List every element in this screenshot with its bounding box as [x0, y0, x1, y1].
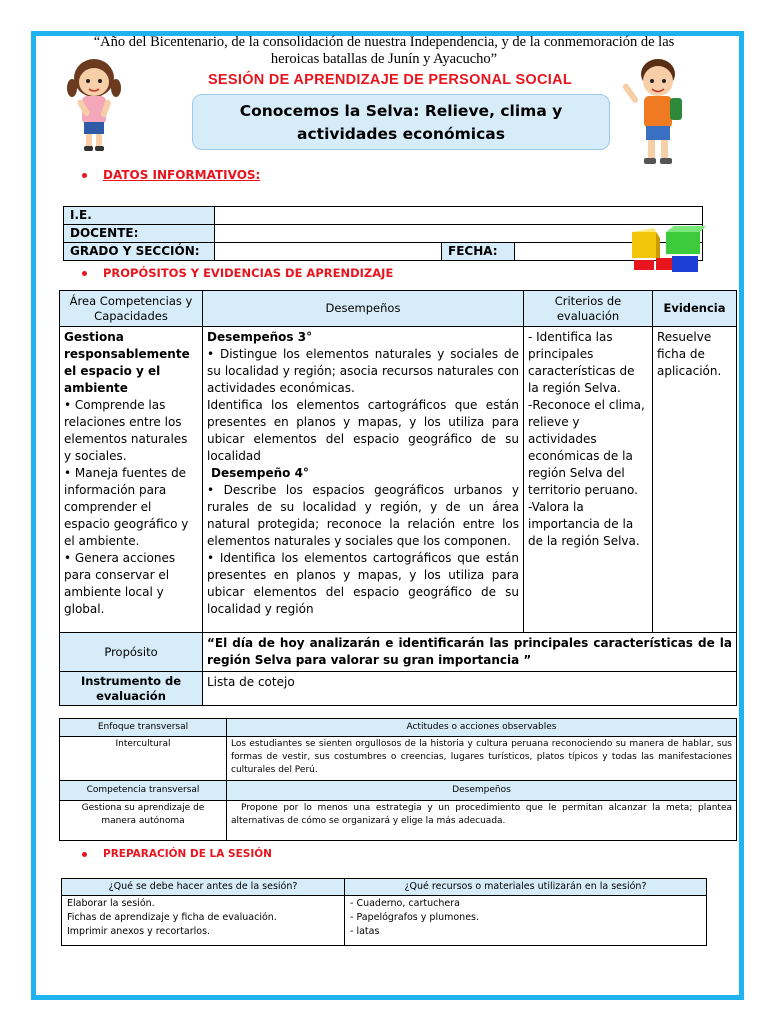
header-quote [60, 34, 708, 68]
ie-label: I.E. [64, 207, 215, 225]
enfoque-header-row [60, 719, 737, 737]
desempenos-transversal-header: Desempeños [227, 781, 737, 801]
desempeno3-p2: Identifica los elementos cartográficos que están presentes en planos y mapas, y los utiliza para ubicar elementos del espacio geográfico de su localidad [207, 398, 519, 463]
blocks-illustration [626, 222, 706, 282]
antes-header: ¿Qué se debe hacer antes de la sesión? [62, 879, 345, 896]
instrumento-label: Instrumento de evaluación [60, 672, 203, 706]
proposito-row [60, 633, 737, 672]
recursos-header: ¿Qué recursos o materiales utilizarán en la sesión? [345, 879, 707, 896]
bullet-icon [82, 173, 87, 178]
grado-value[interactable] [215, 243, 442, 261]
antes-item: Fichas de aprendizaje y ficha de evaluación. [67, 912, 277, 923]
criterio-item: -Valora la importancia de la de la región Selva. [528, 500, 640, 548]
competencia-transversal-header: Competencia transversal [60, 781, 227, 801]
evidencia-cell [653, 327, 737, 633]
fecha-label: FECHA: [442, 243, 515, 261]
quote-line-2: heroicas batallas de Junín y Ayacucho” [270, 51, 498, 67]
prep-row [62, 896, 707, 946]
header-evidencia: Evidencia [653, 291, 737, 327]
competencia-item: • Genera acciones para conservar el ambiente local y global. [64, 551, 176, 616]
section-datos [82, 168, 260, 182]
competencias-cell [60, 327, 203, 633]
grado-label: GRADO Y SECCIÓN: [64, 243, 215, 261]
competencia-transversal-text: Propone por lo menos una estrategia y un procedimiento que le permitan alcanzar la meta; plantea alternativas de cómo se organizará y elige la más adecuada. [227, 801, 737, 841]
desempeno3-title: Desempeños 3° [207, 330, 313, 344]
evidencia-text: Resuelve ficha de aplicación. [657, 330, 722, 378]
competencia-item: • Maneja fuentes de información para comprender el espacio geográfico y el ambiente. [64, 466, 189, 548]
proposito-text: “El día de hoy analizarán e identificarán las principales características de la región Selva para valorar su gran importancia ” [203, 633, 737, 672]
section-propositos [82, 266, 393, 280]
proposito-label: Propósito [60, 633, 203, 672]
section-datos-label: DATOS INFORMATIVOS: [103, 168, 261, 182]
recurso-item: - latas [350, 926, 380, 937]
antes-item: Elaborar la sesión. [67, 898, 155, 909]
criterio-item: - Identifica las principales características de la región Selva. [528, 330, 635, 395]
girl-illustration [62, 56, 126, 156]
header-area: Área Competencias y Capacidades [60, 291, 203, 327]
antes-item: Imprimir anexos y recortarlos. [67, 926, 211, 937]
competencia-item: • Comprende las relaciones entre los elementos naturales y sociales. [64, 398, 188, 463]
criterios-cell [524, 327, 653, 633]
competencia-header-row [60, 781, 737, 801]
quote-line-1: “Año del Bicentenario, de la consolidación de nuestra Independencia, y de la conmemoración de las [93, 34, 675, 50]
info-row-docente [64, 225, 703, 243]
actitudes-header: Actitudes o acciones observables [227, 719, 737, 737]
topic-box [192, 94, 610, 150]
desempenos-cell [203, 327, 524, 633]
header-desempenos: Desempeños [203, 291, 524, 327]
topic-line-2: actividades económicas [297, 125, 505, 143]
desempeno4-title: Desempeño 4° [211, 466, 309, 480]
competencia-title: Gestiona responsablemente el espacio y el ambiente [64, 330, 190, 395]
header-criterios: Criterios de evaluación [524, 291, 653, 327]
instrumento-text: Lista de cotejo [203, 672, 737, 706]
preparacion-table [61, 878, 707, 946]
enfoque-table [59, 718, 737, 841]
instrumento-row [60, 672, 737, 706]
info-row-ie [64, 207, 703, 225]
boy-illustration [622, 54, 692, 170]
session-title: SESIÓN DE APRENDIZAJE DE PERSONAL SOCIAL [207, 72, 573, 88]
desempeno4-p2: • Identifica los elementos cartográficos que están presentes en planos y mapas, y los utiliza para ubicar elementos del espacio geográfico de su localidad y región [207, 551, 519, 616]
bullet-icon [82, 271, 87, 276]
enfoque-header: Enfoque transversal [60, 719, 227, 737]
antes-cell [62, 896, 345, 946]
criterio-item: -Reconoce el clima, relieve y actividades económicas de la región Selva del territorio peruano. [528, 398, 645, 497]
section-propositos-label: PROPÓSITOS Y EVIDENCIAS DE APRENDIZAJE [103, 266, 394, 280]
recursos-cell [345, 896, 707, 946]
desempeno4-p1: • Describe los espacios geográficos urbanos y rurales de su localidad y región, y de un área natural protegida; reconoce la relación entre los elementos naturales y sociales que los componen. [207, 483, 519, 548]
info-table [63, 206, 703, 261]
competencia-row [60, 801, 737, 841]
section-preparacion [82, 848, 272, 860]
main-table [59, 290, 737, 706]
competencia-transversal-name: Gestiona su aprendizaje de manera autónoma [60, 801, 227, 841]
enfoque-name: Intercultural [60, 737, 227, 781]
recurso-item: - Cuaderno, cartuchera [350, 898, 460, 909]
main-header-row [60, 291, 737, 327]
bullet-icon [82, 852, 87, 857]
topic-line-1: Conocemos la Selva: Relieve, clima y [239, 102, 563, 120]
recurso-item: - Papelógrafos y plumones. [350, 912, 480, 923]
section-preparacion-label: PREPARACIÓN DE LA SESIÓN [103, 848, 272, 860]
enfoque-row [60, 737, 737, 781]
enfoque-text: Los estudiantes se sienten orgullosos de la historia y cultura peruana reconociendo su manera de hablar, sus formas de vestir, sus costumbres o creencias, lugares turísticos, platos típicos y todas las manifestaciones culturales del Perú. [227, 737, 737, 781]
docente-label: DOCENTE: [64, 225, 215, 243]
main-content-row [60, 327, 737, 633]
prep-header-row [62, 879, 707, 896]
desempeno3-p1: • Distingue los elementos naturales y sociales de su localidad y región; asocia recursos naturales con actividades económicas. [207, 347, 519, 395]
info-row-grado [64, 243, 703, 261]
